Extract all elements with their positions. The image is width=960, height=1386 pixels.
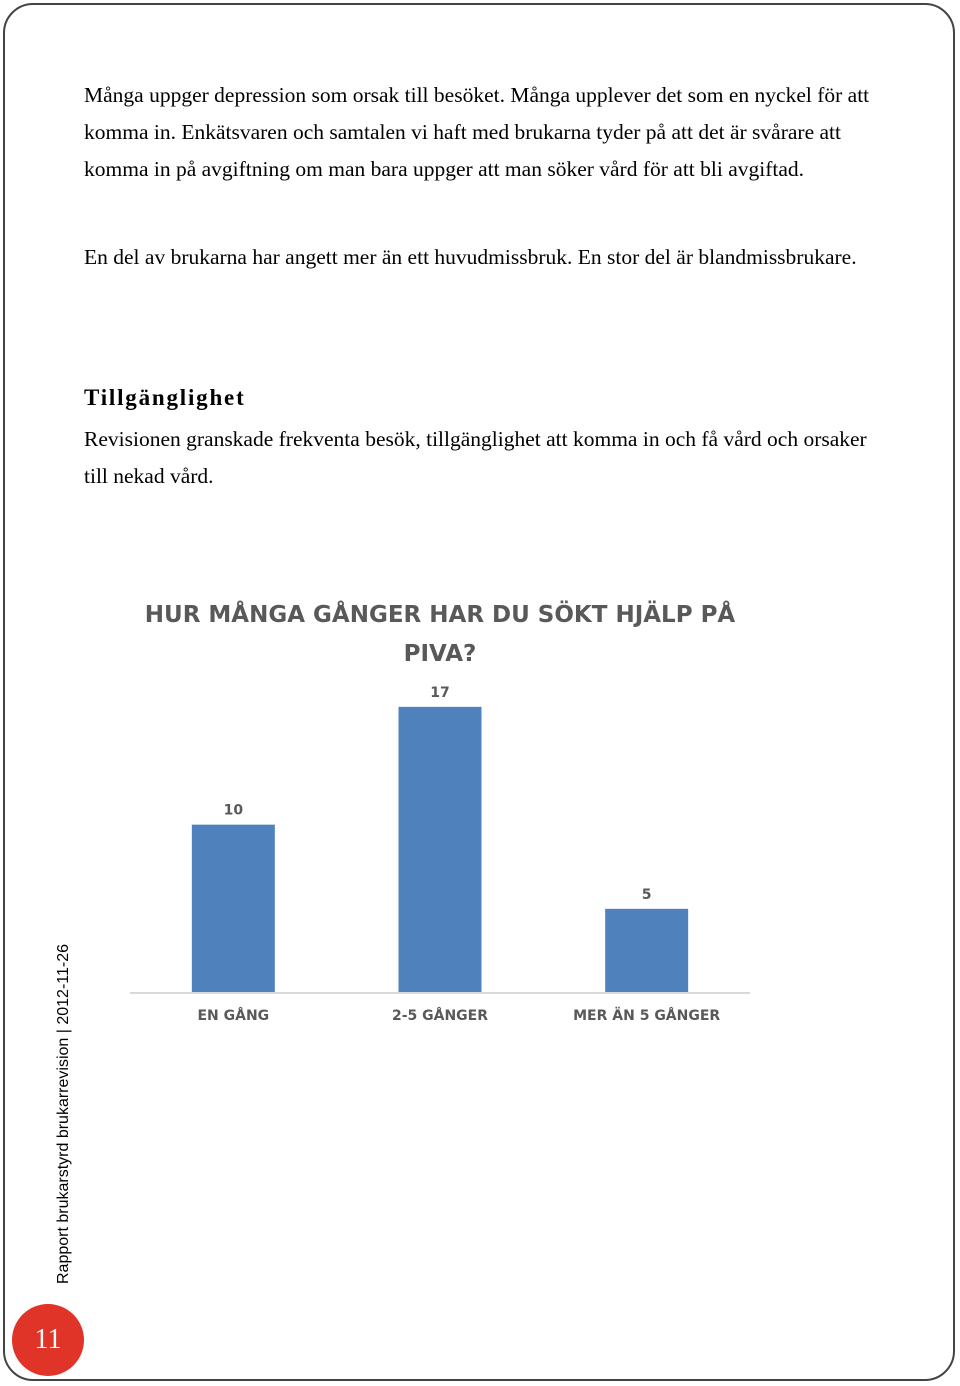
category-label-3: MER ÄN 5 GÅNGER	[573, 1008, 721, 1024]
section-text: Revisionen granskade frekventa besök, tillgänglighet att komma in och få vård och orsaker till nekad vård.	[84, 427, 867, 488]
bar-value-label-2: 17	[430, 684, 450, 701]
paragraph-depression: Många uppger depression som orsak till besöket. Många upplever det som en nyckel för att komma in. Enkätsvaren och samtalen vi haft med brukarna tyder på att det är svårare att komma in på avgiftning om man bara uppger att man söker vård för att bli avgiftad.	[84, 83, 870, 181]
chart-title-line-1: HUR MÅNGA GÅNGER HAR DU SÖKT HJÄLP PÅ	[144, 602, 736, 628]
report-side-label: Rapport brukarstyrd brukarrevision | 2012-11-26	[55, 943, 72, 1284]
page-number: 11	[34, 1324, 62, 1355]
chart-title-line-2: PIVA?	[403, 641, 477, 667]
category-label-2: 2-5 GÅNGER	[391, 1008, 489, 1024]
bar-chart	[100, 580, 780, 1040]
bar-value-label-1: 10	[223, 802, 244, 819]
section-heading: Tillgänglighet	[84, 385, 246, 410]
bar-1	[192, 825, 275, 993]
bar-2	[399, 707, 482, 993]
bar-value-label-3: 5	[641, 886, 652, 903]
bar-3	[605, 909, 688, 993]
paragraph-missbruk: En del av brukarna har angett mer än ett huvudmissbruk. En stor del är blandmissbrukare.	[84, 245, 857, 269]
page-number-badge	[12, 1304, 84, 1376]
category-label-1: EN GÅNG	[197, 1008, 270, 1024]
